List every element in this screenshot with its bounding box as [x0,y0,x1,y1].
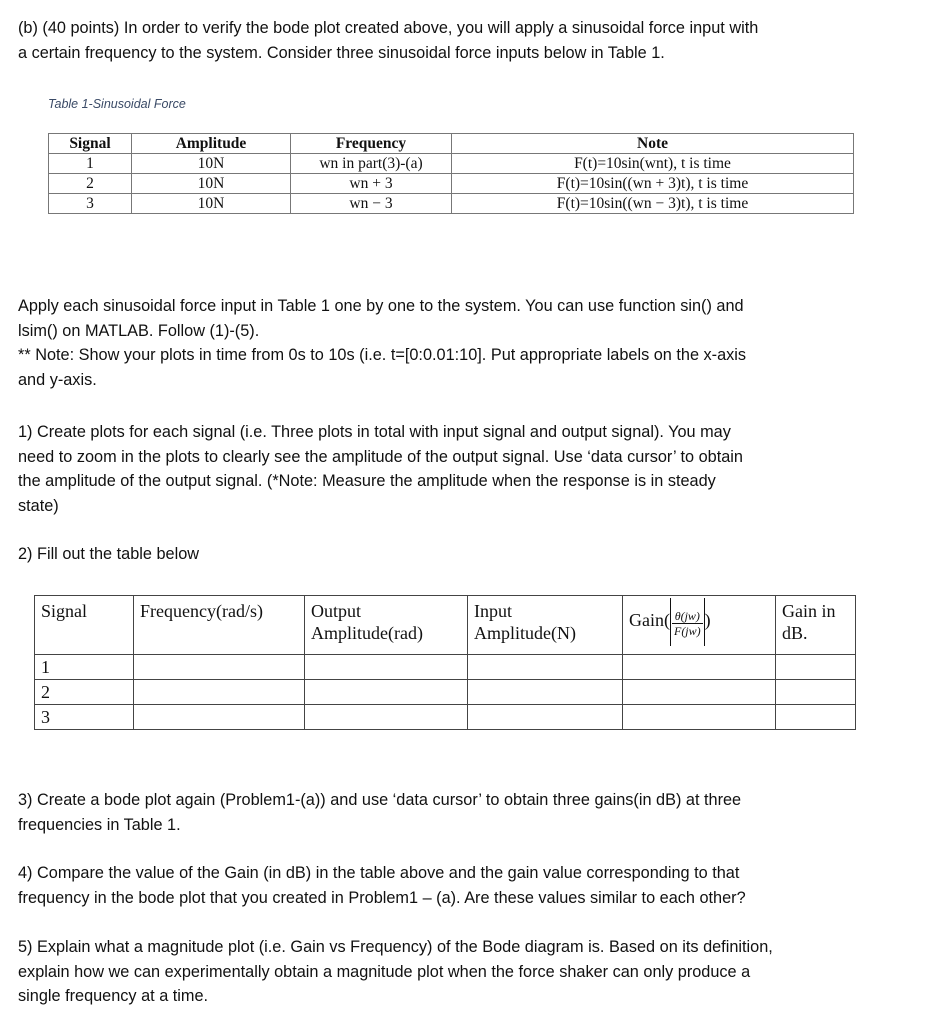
table-header-row [49,134,854,154]
step4-paragraph [18,861,918,910]
cell-signal: 2 [35,680,134,705]
cell-signal: 1 [35,655,134,680]
header-output-line2: Amplitude(rad) [311,623,423,643]
cell-amplitude: 10N [132,174,291,194]
results-table [34,595,856,730]
cell-signal: 3 [49,194,132,214]
header-amplitude: Amplitude [132,134,291,154]
cell-gain[interactable] [623,655,776,680]
table1-caption: Table 1-Sinusoidal Force [48,97,186,111]
header-signal: Signal [35,596,134,655]
cell-input-amplitude[interactable] [468,655,623,680]
cell-input-amplitude[interactable] [468,680,623,705]
header-output-amplitude [305,596,468,655]
step1-paragraph [18,420,918,518]
step5-paragraph [18,935,918,1009]
cell-frequency: wn in part(3)-(a) [291,154,452,174]
cell-frequency[interactable] [134,680,305,705]
gain-abs-bars [670,598,705,646]
header-gaindb-line1: Gain in [782,601,836,621]
cell-gain-db[interactable] [776,705,856,730]
step4-line: 4) Compare the value of the Gain (in dB) in the table above and the gain value corresponding to that [18,864,740,882]
cell-gain[interactable] [623,705,776,730]
table-header-row [35,596,856,655]
cell-signal: 1 [49,154,132,174]
gain-denominator: F(jw) [673,624,701,639]
header-output-line1: Output [311,601,362,621]
cell-signal: 3 [35,705,134,730]
gain-fraction [672,609,703,638]
header-input-line1: Input [474,601,512,621]
intro-line: a certain frequency to the system. Consider three sinusoidal force inputs below in Table 1. [18,43,665,62]
header-signal: Signal [49,134,132,154]
table-row [35,680,856,705]
sinusoidal-force-table [48,133,854,214]
table-row [35,705,856,730]
cell-signal: 2 [49,174,132,194]
apply-line: lsim() on MATLAB. Follow (1)-(5). [18,321,260,340]
cell-input-amplitude[interactable] [468,705,623,730]
cell-gain[interactable] [623,680,776,705]
step5-line: explain how we can experimentally obtain a magnitude plot when the force shaker can only produce a [18,962,751,981]
cell-gain-db[interactable] [776,680,856,705]
header-note: Note [452,134,854,154]
header-gaindb-line2: dB. [782,623,808,643]
gain-numerator: θ(jw) [672,609,703,624]
header-input-amplitude [468,596,623,655]
apply-line: and y-axis. [18,370,97,389]
header-frequency-label: Frequency(rad/s) [140,601,263,621]
step5-line: 5) Explain what a magnitude plot (i.e. Gain vs Frequency) of the Bode diagram is. Based on its definition, [18,938,773,956]
cell-frequency: wn + 3 [291,174,452,194]
step3-paragraph [18,788,918,837]
table-row [49,154,854,174]
apply-line: Apply each sinusoidal force input in Table 1 one by one to the system. You can use function sin() and [18,297,744,315]
intro-line: (b) (40 points) In order to verify the bode plot created above, you will apply a sinusoidal force input with [18,19,759,37]
cell-frequency[interactable] [134,655,305,680]
cell-note: F(t)=10sin(wnt), t is time [452,154,854,174]
header-gain [623,596,776,655]
cell-note: F(t)=10sin((wn − 3)t), t is time [452,194,854,214]
step1-line: 1) Create plots for each signal (i.e. Three plots in total with input signal and output signal). You may [18,423,731,441]
gain-suffix: ) [704,610,711,630]
cell-amplitude: 10N [132,154,291,174]
step3-line: frequencies in Table 1. [18,815,181,834]
intro-paragraph [18,16,918,65]
step1-line: state) [18,496,59,515]
apply-line: ** Note: Show your plots in time from 0s to 10s (i.e. t=[0:0.01:10]. Put appropriate labels on the x-axis [18,346,747,364]
header-gain-db [776,596,856,655]
cell-output-amplitude[interactable] [305,680,468,705]
step5-line: single frequency at a time. [18,987,209,1005]
step1-line: the amplitude of the output signal. (*Note: Measure the amplitude when the response is in steady [18,472,716,490]
gain-prefix: Gain( [629,610,670,630]
cell-output-amplitude[interactable] [305,705,468,730]
table-row [35,655,856,680]
step4-line: frequency in the bode plot that you created in Problem1 – (a). Are these values similar to each other? [18,888,746,907]
cell-amplitude: 10N [132,194,291,214]
cell-gain-db[interactable] [776,655,856,680]
cell-note: F(t)=10sin((wn + 3)t), t is time [452,174,854,194]
apply-paragraph [18,294,918,392]
cell-frequency: wn − 3 [291,194,452,214]
step1-line: need to zoom in the plots to clearly see the amplitude of the output signal. Use ‘data cursor’ to obtain [18,447,743,466]
table-row [49,174,854,194]
table-row [49,194,854,214]
header-input-line2: Amplitude(N) [474,623,576,643]
step2-paragraph: 2) Fill out the table below [18,545,200,563]
cell-output-amplitude[interactable] [305,655,468,680]
header-frequency [134,596,305,655]
step3-line: 3) Create a bode plot again (Problem1-(a)) and use ‘data cursor’ to obtain three gains(in dB) at three [18,791,742,809]
cell-frequency[interactable] [134,705,305,730]
header-frequency: Frequency [291,134,452,154]
